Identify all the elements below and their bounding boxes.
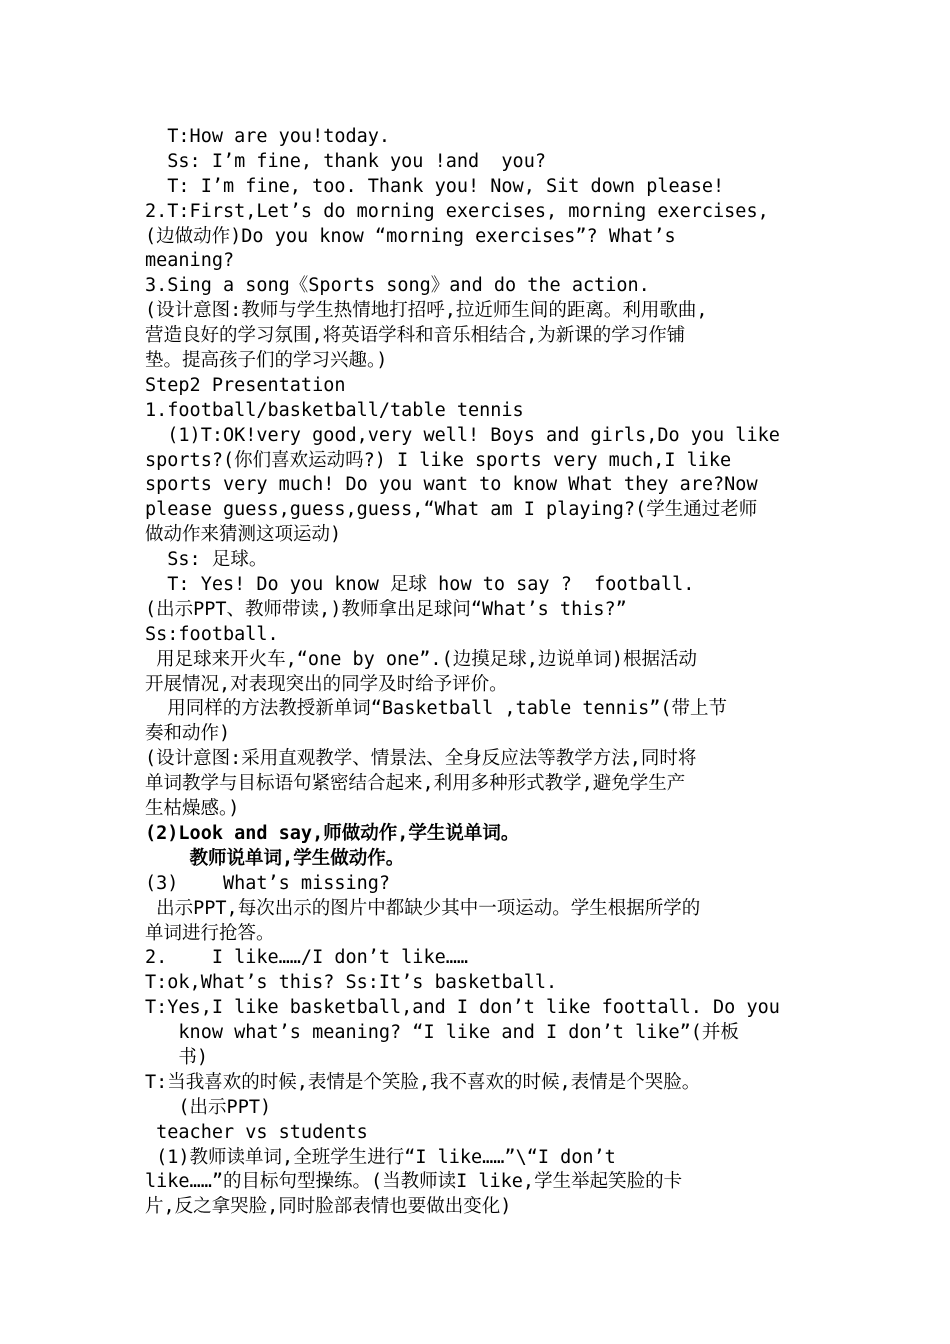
document-line: Ss:football.: [145, 623, 279, 645]
document-line: 营造良好的学习氛围,将英语学科和音乐相结合,为新课的学习作铺: [145, 325, 686, 347]
document-line: (出示PPT、教师带读,)教师拿出足球问“What’s this?”: [145, 598, 627, 620]
document-line: 用足球来开火车,“one by one”.(边摸足球,边说单词)根据活动: [145, 648, 697, 670]
document-line: T:Yes,I like basketball,and I don’t like foottall. Do you: [145, 997, 780, 1019]
document-line: 2.T:First,Let’s do morning exercises, morning exercises,: [145, 200, 769, 222]
document-line: 出示PPT,每次出示的图片中都缺少其中一项运动。学生根据所学的: [145, 897, 701, 919]
document-line: know what’s meaning? “I like and I don’t like”(并板: [145, 1022, 739, 1044]
document-line: 奏和动作): [145, 723, 231, 745]
document-line: 2. I like……/I don’t like……: [145, 947, 469, 969]
document-line: (出示PPT): [145, 1096, 272, 1118]
document-line: (3) What’s missing?: [145, 872, 391, 894]
document-line: T:How are you!today.: [145, 126, 391, 147]
document-line: 生枯燥感。): [145, 798, 240, 820]
document-line: 单词教学与目标语句紧密结合起来,利用多种形式教学,避免学生产: [145, 773, 686, 795]
document-line: (设计意图:采用直观教学、情景法、全身反应法等教学方法,同时将: [145, 748, 697, 770]
document-line: T:ok,What’s this? Ss:It’s basketball.: [145, 972, 558, 994]
document-line: please guess,guess,guess,“What am I playing?(学生通过老师: [145, 499, 758, 521]
document-line: Ss: 足球。: [145, 549, 268, 571]
document-line: (边做动作)Do you know “morning exercises”? What’s: [145, 225, 676, 247]
document-line: T: Yes! Do you know 足球 how to say ? football.: [145, 574, 695, 596]
document-line: meaning?: [145, 250, 235, 272]
document-line: T:当我喜欢的时候,表情是个笑脸,我不喜欢的时候,表情是个哭脸。: [145, 1071, 701, 1093]
document-line: 用同样的方法教授新单词“Basketball ,table tennis”(带上节: [145, 698, 728, 720]
document-line: (1)T:OK!very good,very well! Boys and girls,Do you like: [145, 424, 780, 446]
document-line: sports?(你们喜欢运动吗?) I like sports very much,I like: [145, 449, 732, 471]
document-line: T: I’m fine, too. Thank you! Now, Sit down please!: [145, 175, 725, 197]
document-line: 垫。提高孩子们的学习兴趣。): [145, 350, 388, 372]
document-body: [145, 125, 815, 1220]
document-line: (2)Look and say,师做动作,学生说单词。: [145, 822, 520, 844]
document-line: Step2 Presentation: [145, 374, 346, 396]
document-line: 开展情况,对表现突出的同学及时给予评价。: [145, 673, 508, 695]
document-line: 书): [145, 1046, 209, 1068]
document-line: 单词进行抢答。: [145, 922, 275, 944]
document-line: (1)教师读单词,全班学生进行“I like……”\“I don’t: [145, 1146, 616, 1168]
document-line: teacher vs students: [145, 1121, 368, 1143]
document-line: 片,反之拿哭脸,同时脸部表情也要做出变化): [145, 1196, 512, 1218]
document-line: like……”的目标句型操练。(当教师读I like,学生举起笑脸的卡: [145, 1171, 683, 1193]
document-line: sports very much! Do you want to know What they are?Now: [145, 474, 758, 496]
document-line: 做动作来猜测这项运动): [145, 524, 342, 546]
document-line: 1.football/basketball/table tennis: [145, 399, 524, 421]
document-line: 教师说单词,学生做动作。: [145, 847, 405, 869]
document-line: 3.Sing a song《Sports song》and do the action.: [145, 275, 650, 297]
document-line: (设计意图:教师与学生热情地打招呼,拉近师生间的距离。利用歌曲,: [145, 300, 708, 322]
document-line: Ss: I’m fine, thank you !and you?: [145, 150, 546, 172]
